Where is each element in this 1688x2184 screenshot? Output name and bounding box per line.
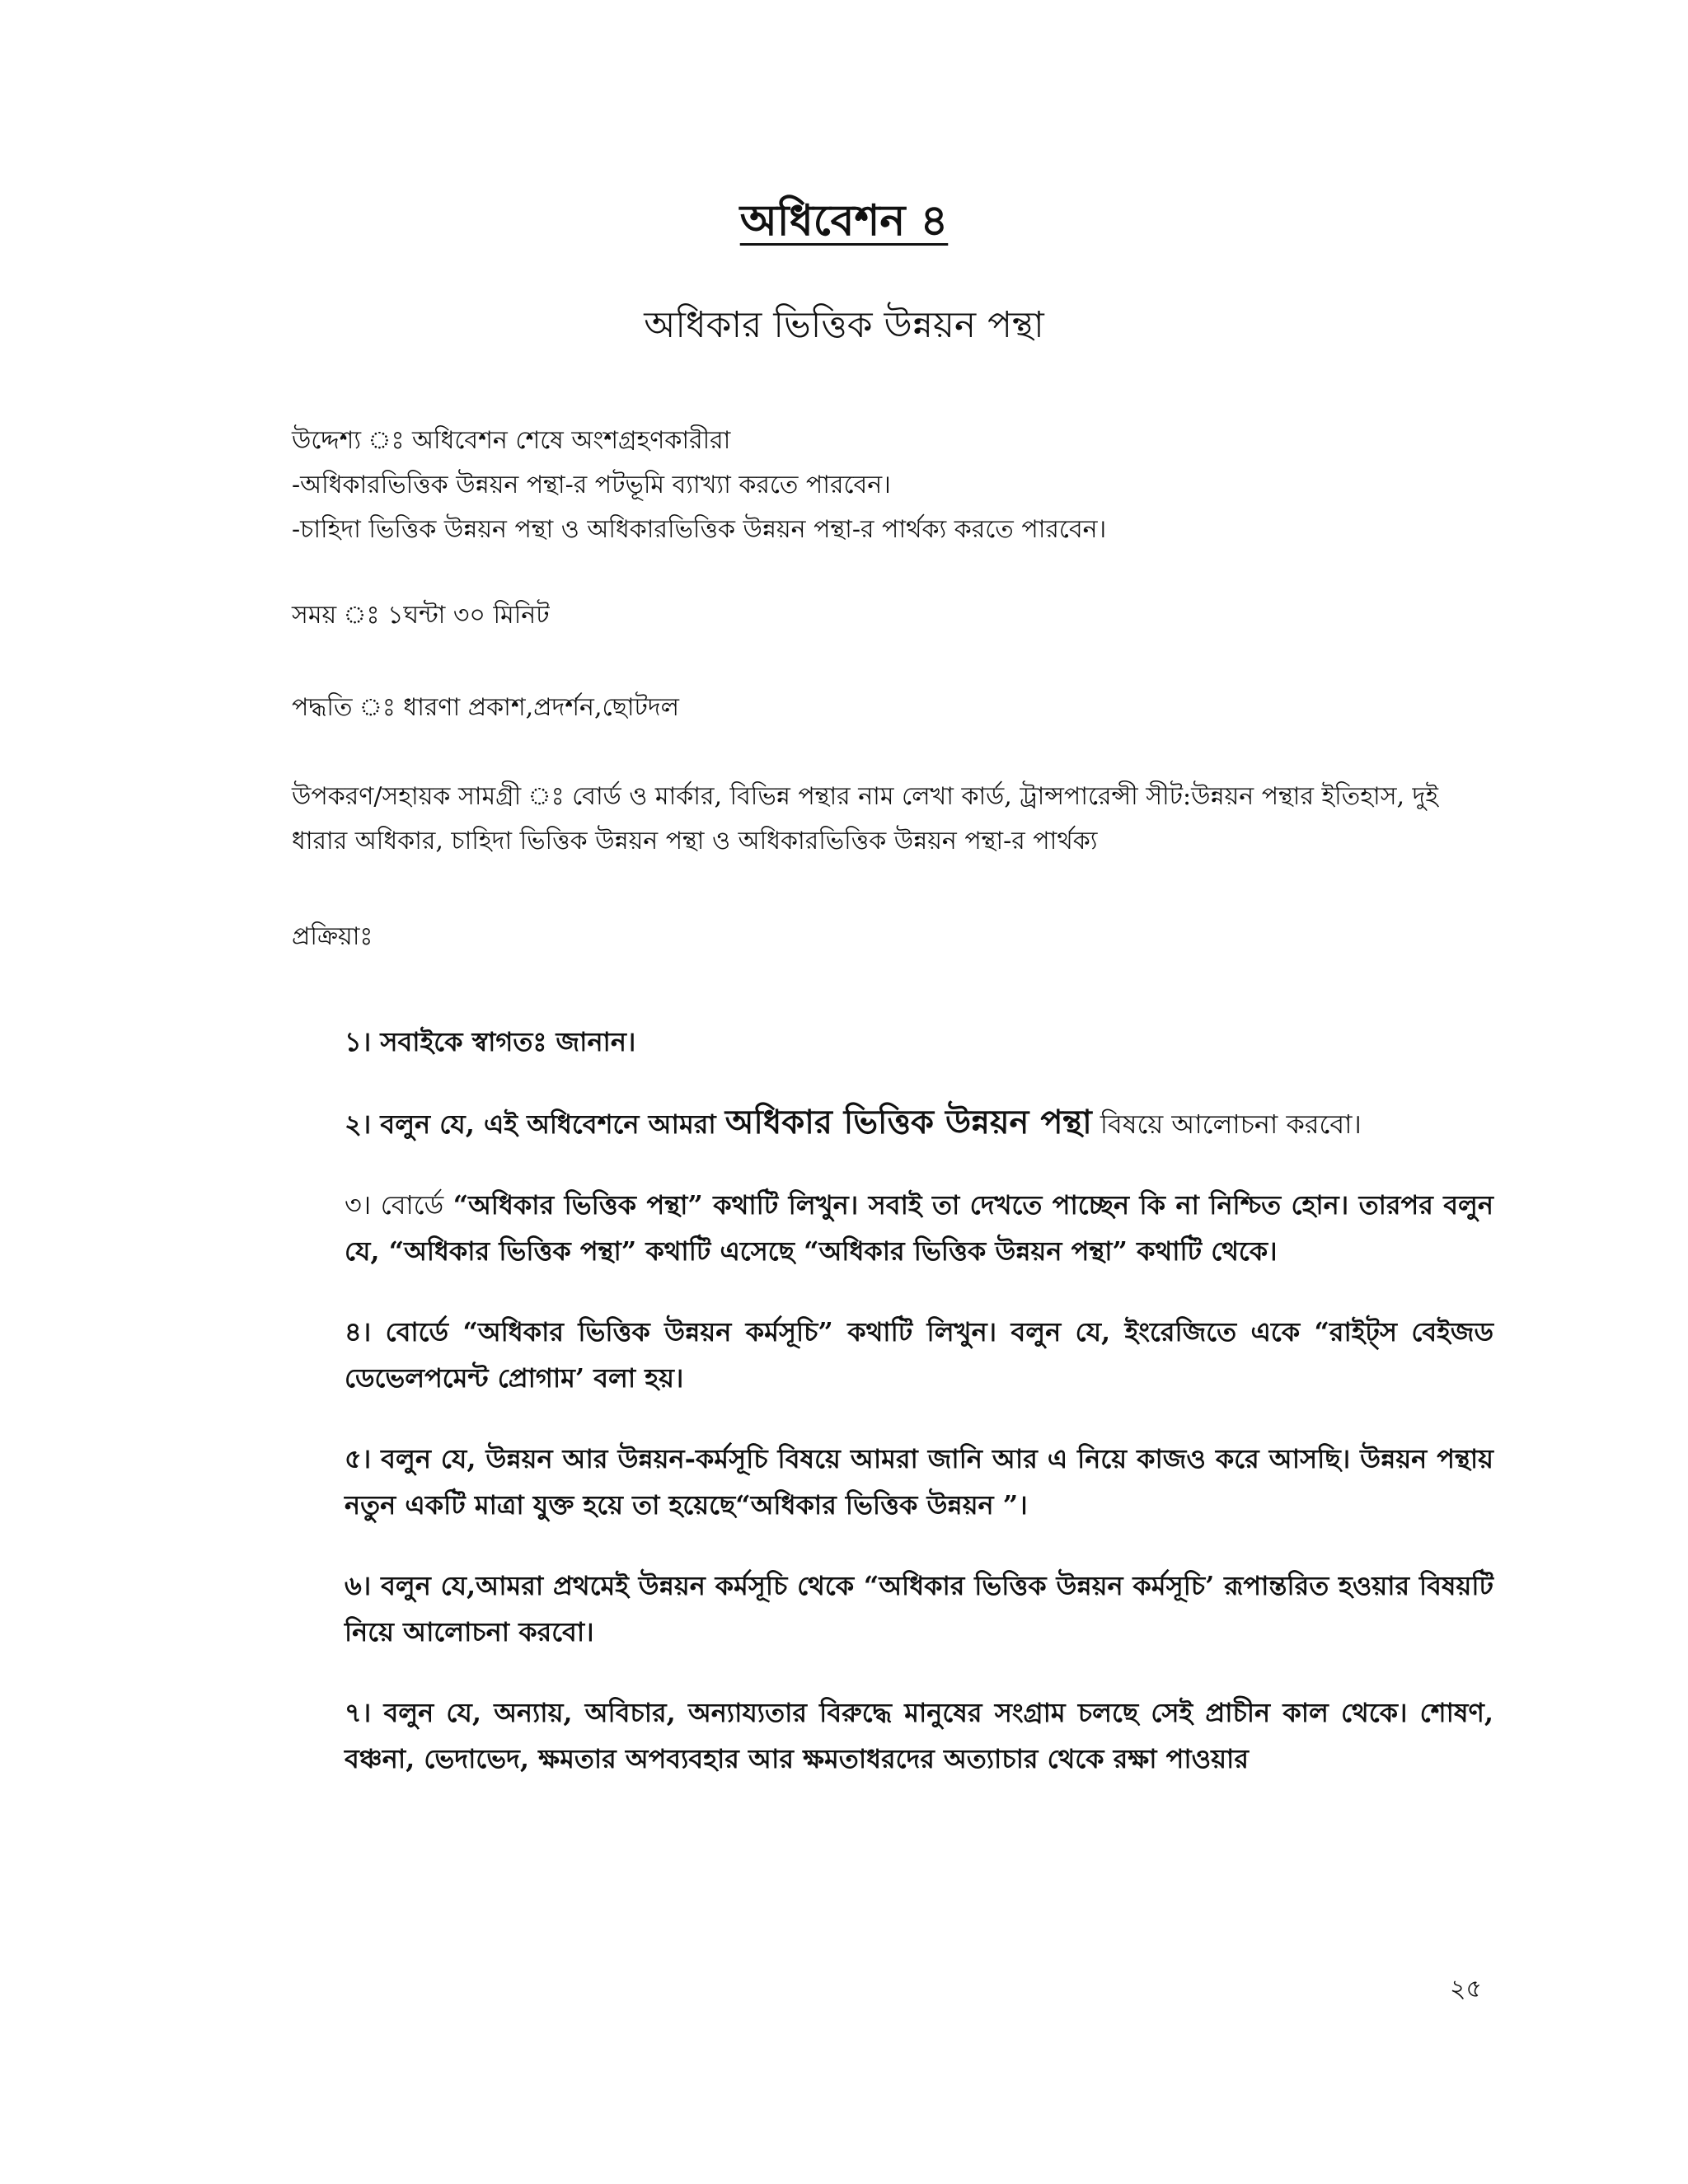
step-3	[345, 1182, 1493, 1274]
step-7: ৭। বলুন যে, অন্যায়, অবিচার, অন্যায্যতার বিরুদ্ধে মানুষের সংগ্রাম চলছে সেই প্রাচীন কাল থেকে। শোষণ, বঞ্চনা, ভেদাভেদ, ক্ষমতার অপব্যবহার আর ক্ষমতাধরদের অত্যাচার থেকে রক্ষা পাওয়ার	[345, 1697, 1493, 1774]
step-6: ৬। বলুন যে,আমরা প্রথমেই উন্নয়ন কর্মসূচি থেকে “অধিকার ভিত্তিক উন্নয়ন কর্মসূচি’ রূপান্তরিত হওয়ার বিষয়টি নিয়ে আলোচনা করবো।	[345, 1570, 1493, 1647]
materials-section	[292, 775, 1495, 864]
step-3-part-b: “অধিকার ভিত্তিক পন্থা” কথাটি লিখুন। সবাই তা দেখতে পাচ্ছেন কি না নিশ্চিত হোন। তারপর বলুন যে, “অধিকার ভিত্তিক পন্থা” কথাটি এসেছে “অধিকার ভিত্তিক উন্নয়ন পন্থা” কথাটি থেকে।	[345, 1189, 1494, 1267]
time-text: সময় ঃ ১ঘন্টা ৩০ মিনিট	[292, 601, 550, 630]
method-section	[292, 686, 1495, 730]
session-title-text: অধিবেশন ৪	[739, 195, 949, 246]
step-5: ৫। বলুন যে, উন্নয়ন আর উন্নয়ন-কর্মসূচি বিষয়ে আমরা জানি আর এ নিয়ে কাজও করে আসছি। উন্নয়ন পন্থায় নতুন একটি মাত্রা যুক্ত হয়ে তা হয়েছে“অধিকার ভিত্তিক উন্নয়ন ”।	[345, 1443, 1493, 1521]
process-section	[292, 915, 1495, 959]
objective-label: উদ্দেশ্য ঃ অধিবেশন শেষে অংশগ্রহণকারীরা	[292, 426, 731, 455]
page-number: ২৫	[1450, 1975, 1482, 2004]
session-title	[0, 188, 1688, 254]
step-2-part-c: বিষয়ে আলোচনা করবো।	[1091, 1108, 1362, 1140]
step-2-part-a: ২। বলুন যে, এই অধিবেশনে আমরা	[345, 1108, 725, 1140]
step-2	[345, 1099, 1493, 1147]
objective-line-1: -অধিকারভিত্তিক উন্নয়ন পন্থা-র পটভূমি ব্যাখ্যা করতে পারবেন।	[292, 471, 891, 499]
objective-line-2: -চাহিদা ভিত্তিক উন্নয়ন পন্থা ও অধিকারভিত্তিক উন্নয়ন পন্থা-র পার্থক্য করতে পারবেন।	[292, 515, 1107, 544]
session-subtitle: অধিকার ভিত্তিক উন্নয়ন পন্থা	[644, 304, 1044, 346]
method-text: পদ্ধতি ঃ ধারণা প্রকাশ,প্রদর্শন,ছোটদল	[292, 693, 680, 722]
step-4: ৪। বোর্ডে “অধিকার ভিত্তিক উন্নয়ন কর্মসূচি” কথাটি লিখুন। বলুন যে, ইংরেজিতে একে “রাইট্স বেইজড ডেভেলপমেন্ট প্রোগাম’ বলা হয়।	[345, 1316, 1493, 1394]
process-steps	[345, 1019, 1493, 1816]
objective-section	[292, 419, 1495, 552]
materials-text: উপকরণ/সহায়ক সামগ্রী ঃ বোর্ড ও মার্কার, বিভিন্ন পন্থার নাম লেখা কার্ড, ট্রান্সপারেন্সী সীট:উন্নয়ন পন্থার ইতিহাস, দুই ধারার অধিকার, চাহিদা ভিত্তিক উন্নয়ন পন্থা ও অধিকারভিত্তিক উন্নয়ন পন্থা-র পার্থক্য	[292, 782, 1438, 855]
time-section	[292, 593, 1495, 638]
step-3-part-a: ৩। বোর্ডে	[345, 1189, 453, 1221]
step-1: ১। সবাইকে স্বাগতঃ জানান।	[345, 1026, 636, 1057]
step-2-emphasis: অধিকার ভিত্তিক উন্নয়ন পন্থা	[724, 1103, 1092, 1141]
process-label: প্রক্রিয়াঃ	[292, 922, 373, 951]
